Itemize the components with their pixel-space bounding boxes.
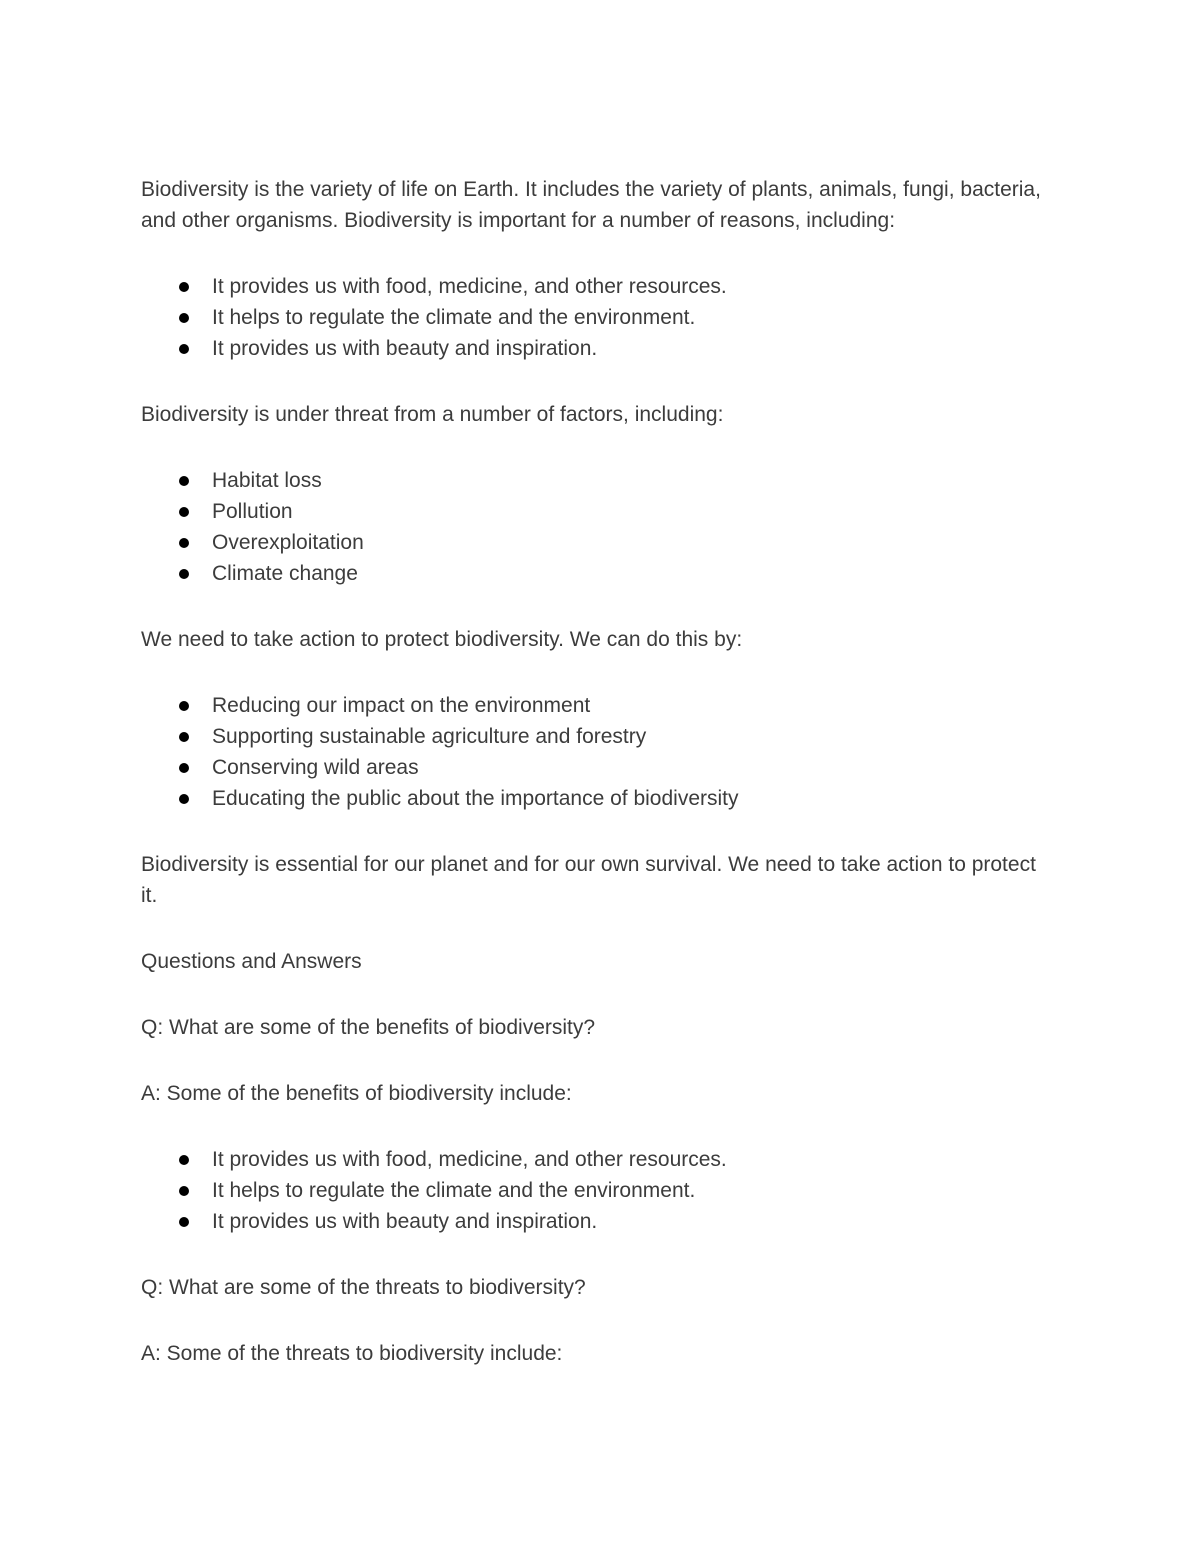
list-item (141, 302, 1050, 333)
bullet-icon (179, 763, 189, 773)
bullet-icon (179, 569, 189, 579)
bullet-icon (179, 344, 189, 354)
action-intro-paragraph: We need to take action to protect biodiversity. We can do this by: (141, 628, 743, 651)
threats-list (141, 465, 1050, 589)
list-item-text: Reducing our impact on the environment (212, 694, 591, 717)
answer-1: A: Some of the benefits of biodiversity include: (141, 1082, 572, 1105)
list-item (141, 1175, 1050, 1206)
list-item-text: Overexploitation (212, 531, 364, 554)
bullet-icon (179, 1186, 189, 1196)
list-item-text: Habitat loss (212, 469, 322, 492)
list-item-text: It provides us with beauty and inspiration. (212, 1210, 598, 1233)
list-item-text: Educating the public about the importance of biodiversity (212, 787, 739, 810)
list-item (141, 690, 1050, 721)
list-item-text: It provides us with beauty and inspiration. (212, 337, 598, 360)
list-item (141, 271, 1050, 302)
bullet-icon (179, 538, 189, 548)
list-item (141, 465, 1050, 496)
answer-2: A: Some of the threats to biodiversity include: (141, 1342, 563, 1365)
bullet-icon (179, 1217, 189, 1227)
bullet-icon (179, 282, 189, 292)
bullet-icon (179, 732, 189, 742)
qa-heading: Questions and Answers (141, 950, 362, 973)
intro-paragraph: Biodiversity is the variety of life on Earth. It includes the variety of plants, animals, fungi, bacteria, and other organisms. Biodiversity is important for a number of reasons, including: (141, 178, 1041, 232)
bullet-icon (179, 1155, 189, 1165)
list-item (141, 1144, 1050, 1175)
list-item (141, 333, 1050, 364)
bullet-icon (179, 476, 189, 486)
question-2: Q: What are some of the threats to biodiversity? (141, 1276, 586, 1299)
list-item-text: Climate change (212, 562, 358, 585)
list-item (141, 527, 1050, 558)
list-item-text: Pollution (212, 500, 293, 523)
list-item (141, 1206, 1050, 1237)
bullet-icon (179, 701, 189, 711)
threat-intro-paragraph: Biodiversity is under threat from a number of factors, including: (141, 403, 724, 426)
list-item-text: It provides us with food, medicine, and other resources. (212, 1148, 727, 1171)
list-item (141, 721, 1050, 752)
bullet-icon (179, 313, 189, 323)
list-item-text: It helps to regulate the climate and the environment. (212, 1179, 696, 1202)
actions-list (141, 690, 1050, 814)
bullet-icon (179, 794, 189, 804)
list-item (141, 752, 1050, 783)
list-item (141, 783, 1050, 814)
list-item-text: It helps to regulate the climate and the environment. (212, 306, 696, 329)
conclusion-paragraph: Biodiversity is essential for our planet and for our own survival. We need to take action to protect it. (141, 853, 1036, 907)
bullet-icon (179, 507, 189, 517)
answer-1-list (141, 1144, 1050, 1237)
list-item-text: Conserving wild areas (212, 756, 419, 779)
list-item-text: Supporting sustainable agriculture and forestry (212, 725, 647, 748)
list-item-text: It provides us with food, medicine, and other resources. (212, 275, 727, 298)
list-item (141, 558, 1050, 589)
reasons-list (141, 271, 1050, 364)
question-1: Q: What are some of the benefits of biodiversity? (141, 1016, 596, 1039)
list-item (141, 496, 1050, 527)
